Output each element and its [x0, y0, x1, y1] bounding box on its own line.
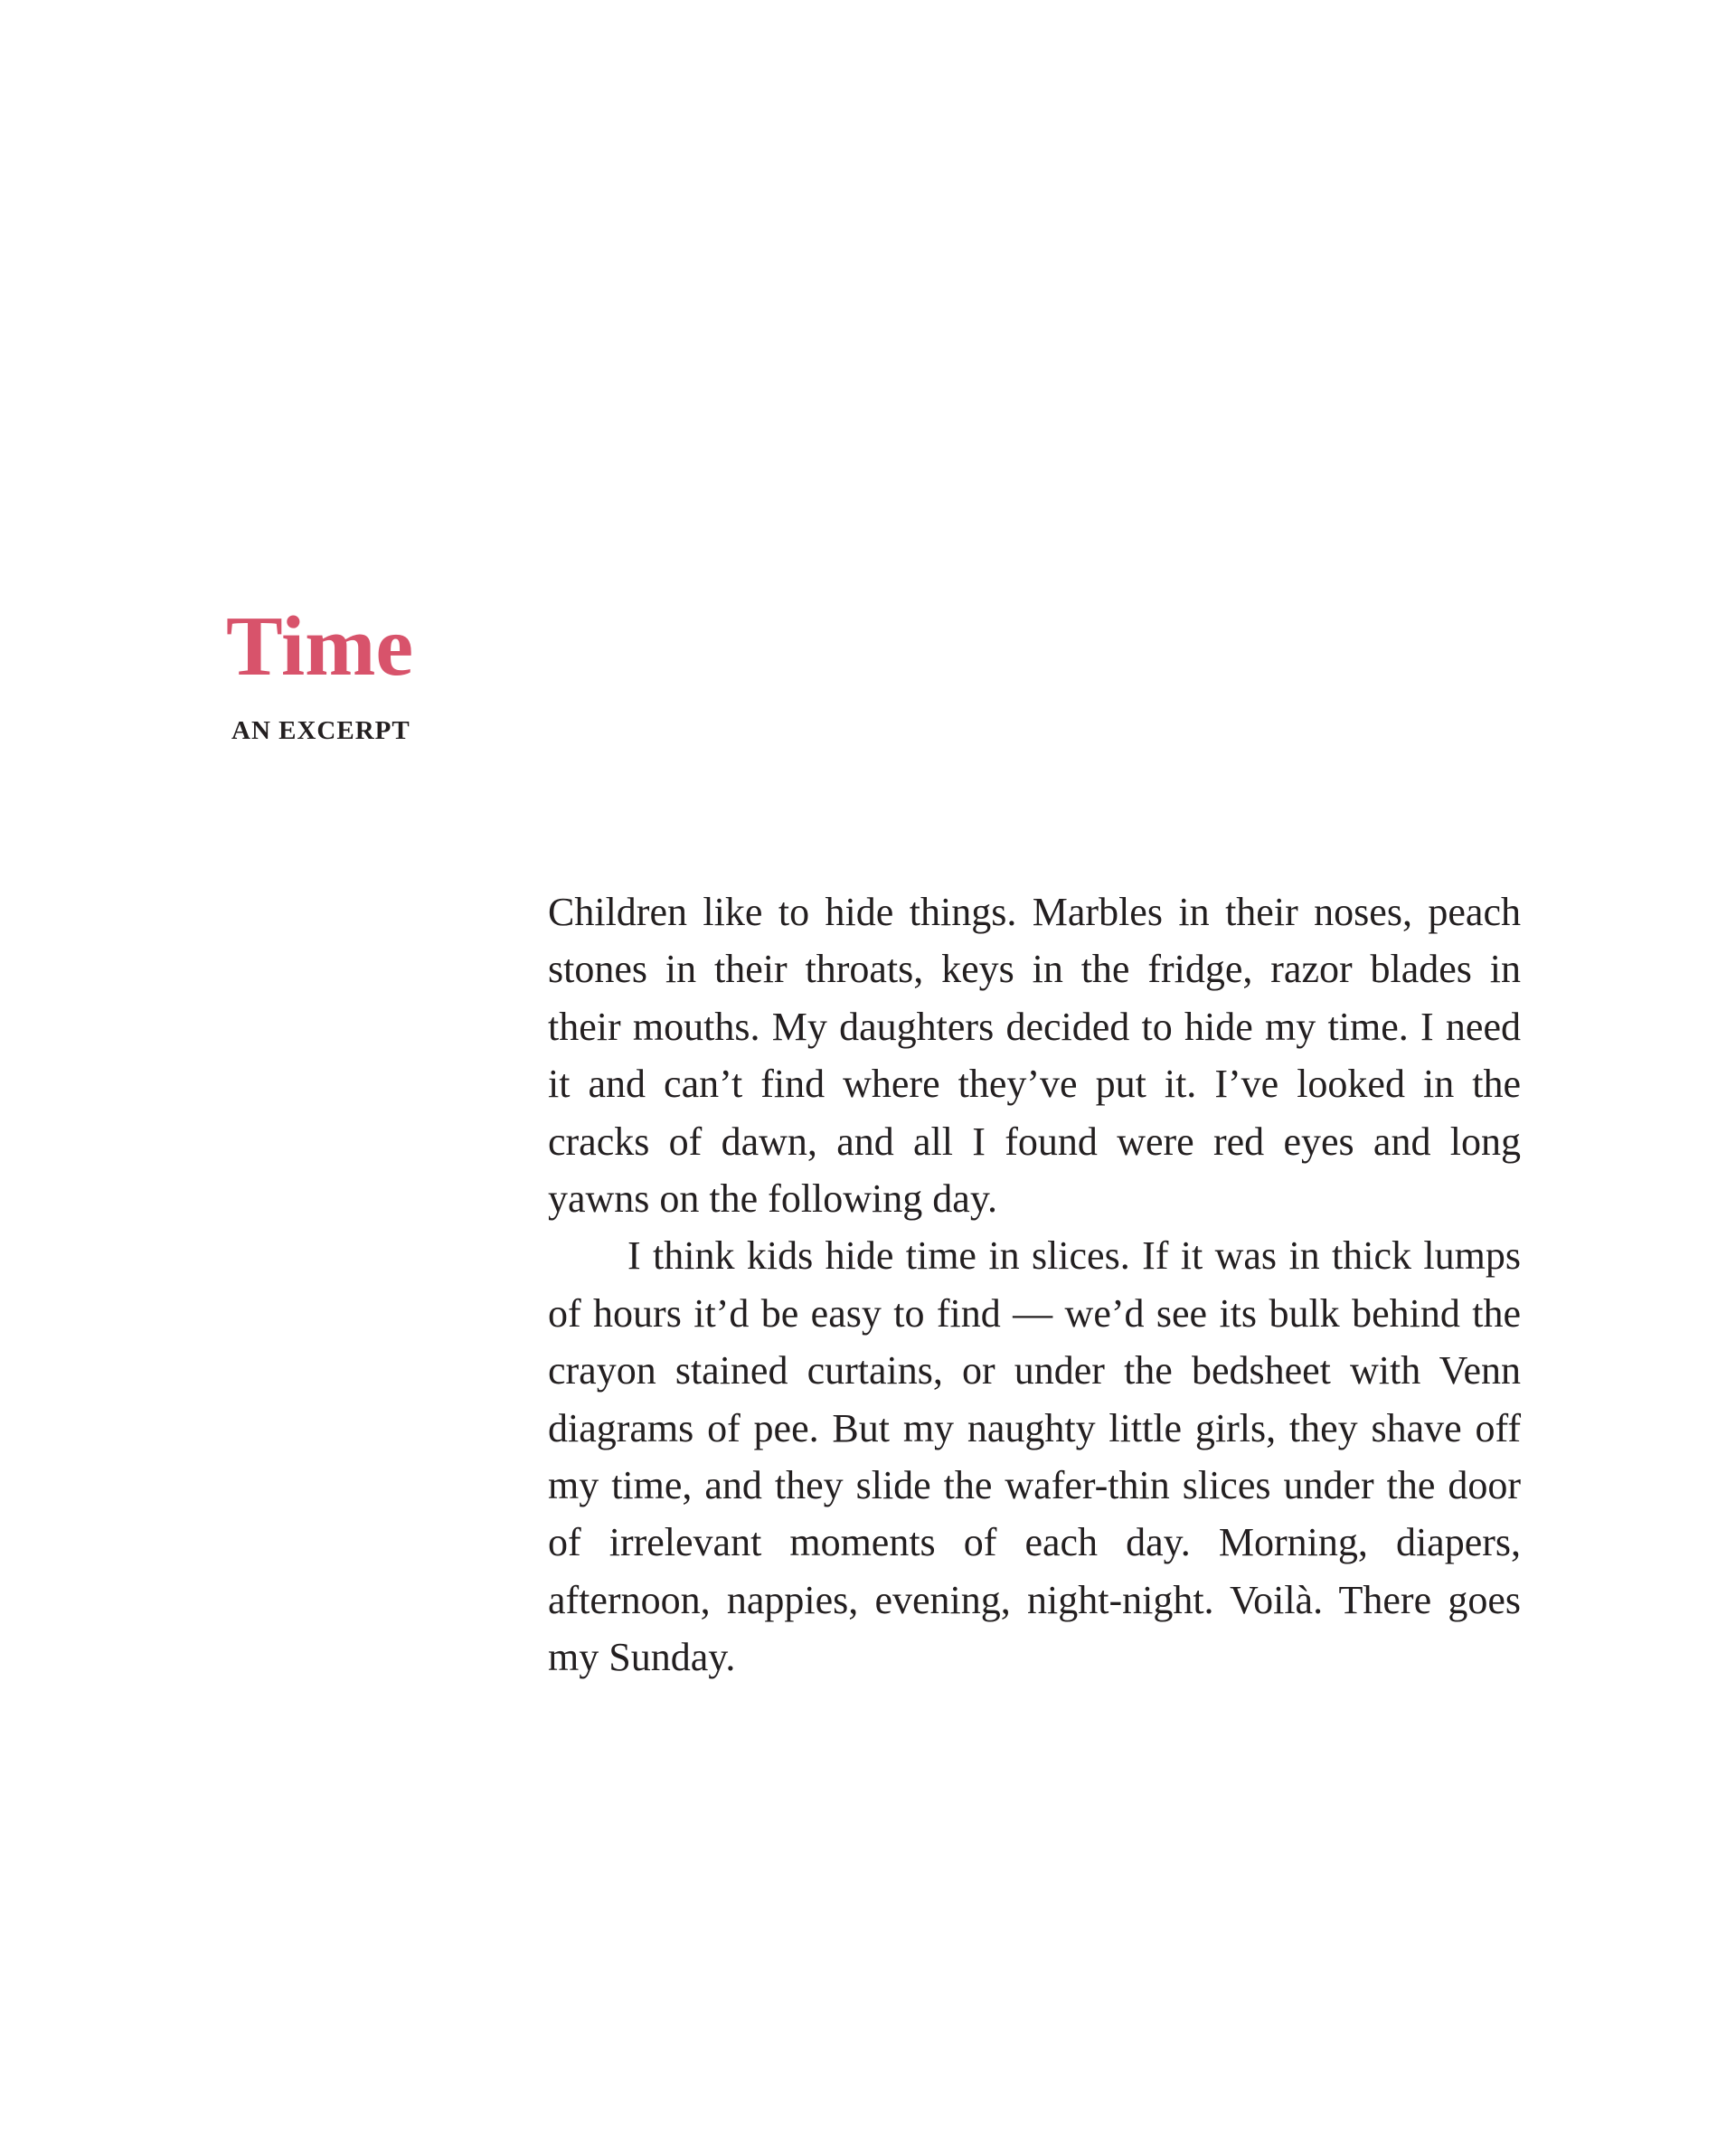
excerpt-body — [548, 883, 1521, 1686]
excerpt-title: Time — [226, 600, 414, 694]
paragraph-1: Children like to hide things. Marbles in their noses, peach stones in their throats, keys in the fridge, razor blades in their mouths. My daughters decided to hide my time. I need it and can’t find where they’ve put it. I’ve looked in the cracks of dawn, and all I found were red eyes and long yawns on the following day. — [548, 890, 1521, 1222]
paragraph-2: I think kids hide time in slices. If it was in thick lumps of hours it’d be easy to find — we’d see its bulk behind the crayon stained curtains, or under the bedsheet with Venn diagrams of pee. But my naughty little girls, they shave off my time, and they slide the wafer-thin slices under the door of irrelevant moments of each day. Morning, diapers, afternoon, nappies, evening, night-night. Voilà. There goes my Sunday. — [548, 1233, 1521, 1680]
excerpt-subtitle: AN EXCERPT — [231, 716, 410, 745]
